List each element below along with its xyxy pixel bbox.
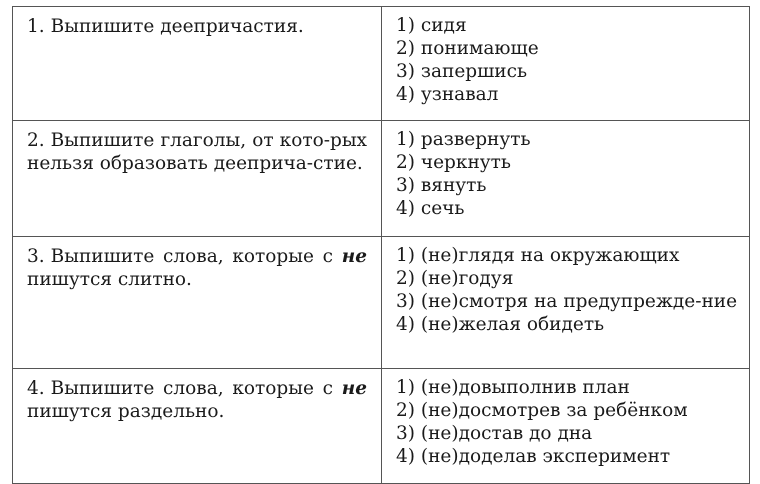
task-1-text: Выпишите деепричастия.	[50, 16, 304, 37]
task-2-question	[13, 121, 382, 237]
task-3-option-2: 2) (не)годуя	[396, 268, 514, 289]
task-4-option-4: 4) (не)доделав эксперимент	[396, 446, 671, 467]
task-4-option-3: 3) (не)достав до дна	[396, 423, 593, 444]
task-1-option-1: 1) сидя	[396, 15, 467, 36]
task-2-number: 2.	[27, 130, 45, 151]
task-4-number: 4.	[27, 378, 45, 399]
task-3-options	[382, 237, 750, 369]
task-1-option-3: 3) запершись	[396, 61, 528, 82]
task-2-options	[382, 121, 750, 237]
task-row-1	[13, 7, 750, 121]
task-1-number: 1.	[27, 16, 45, 37]
task-row-4	[13, 369, 750, 484]
task-1-option-2: 2) понимающе	[396, 38, 539, 59]
task-4-options	[382, 369, 750, 484]
task-1-option-4: 4) узнавал	[396, 84, 499, 105]
task-3-emphasis: не	[341, 246, 367, 267]
task-3-question	[13, 237, 382, 369]
task-1-options	[382, 7, 750, 121]
task-3-option-1: 1) (не)глядя на окружающих	[396, 245, 680, 266]
task-3-option-3: 3) (не)смотря на предупрежде-ние	[396, 291, 738, 312]
task-row-3	[13, 237, 750, 369]
task-2-option-2: 2) черкнуть	[396, 152, 511, 173]
task-4-text-after: пишутся раздельно.	[27, 401, 225, 422]
task-2-option-1: 1) развернуть	[396, 129, 531, 150]
task-2-text: Выпишите глаголы, от кото-рых нельзя образовать дееприча-стие.	[27, 130, 367, 174]
task-4-emphasis: не	[341, 378, 367, 399]
task-4-question	[13, 369, 382, 484]
task-2-option-3: 3) вянуть	[396, 175, 487, 196]
task-4-option-1: 1) (не)довыполнив план	[396, 377, 630, 398]
task-2-option-4: 4) сечь	[396, 198, 465, 219]
task-3-number: 3.	[27, 246, 45, 267]
task-3-text-before: Выпишите слова, которые с	[50, 246, 334, 267]
task-row-2	[13, 121, 750, 237]
task-1-question	[13, 7, 382, 121]
task-3-option-4: 4) (не)желая обидеть	[396, 314, 605, 335]
task-3-text-after: пишутся слитно.	[27, 269, 192, 290]
task-4-text-before: Выпишите слова, которые с	[50, 378, 334, 399]
tasks-table	[12, 6, 750, 484]
task-4-option-2: 2) (не)досмотрев за ребёнком	[396, 400, 688, 421]
